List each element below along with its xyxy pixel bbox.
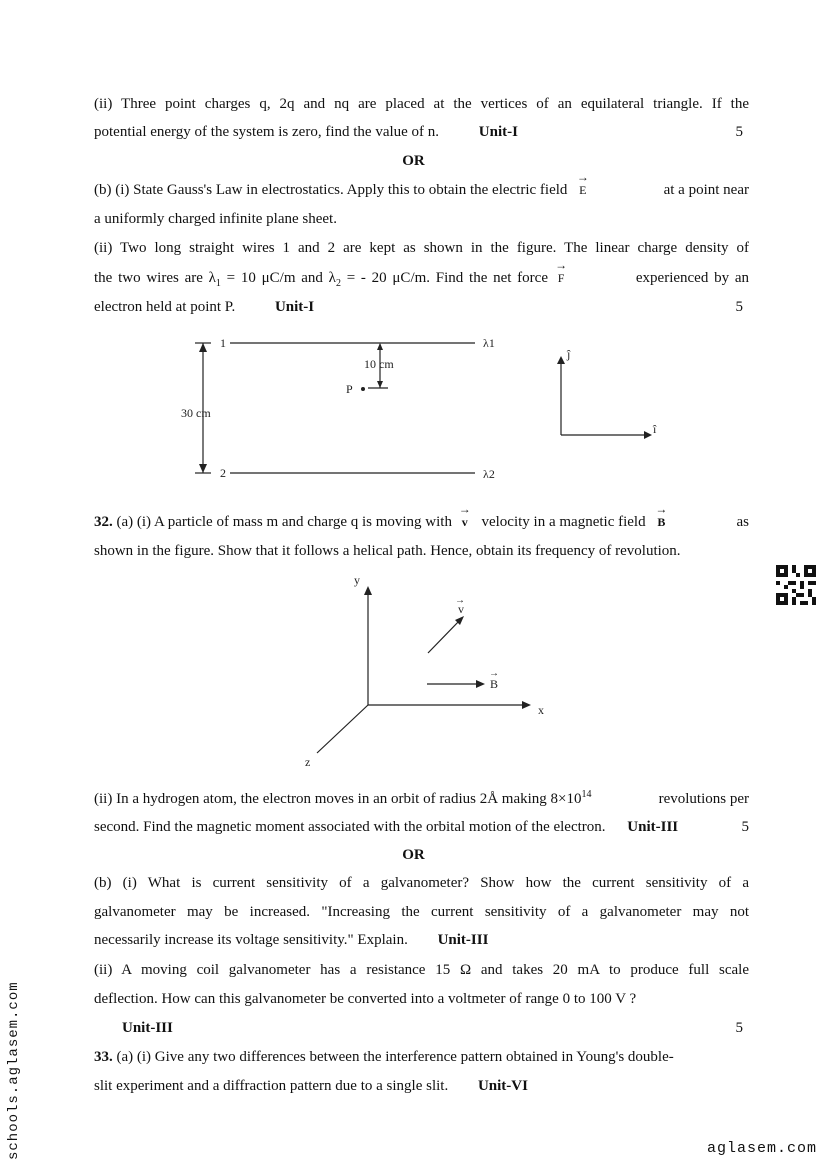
q32-a-text: (a) (i) A particle of mass m and charge q is moving with bbox=[116, 514, 452, 530]
q31-b-i-text-end: at a point near bbox=[663, 182, 749, 198]
qr-code-icon[interactable] bbox=[776, 565, 816, 605]
q31-b-ii-text-a: the two wires are λ bbox=[94, 270, 216, 286]
q32-ii-line2 bbox=[94, 817, 749, 837]
axis-z-label: z bbox=[305, 755, 311, 769]
q33-line2 bbox=[94, 1076, 749, 1096]
figure-two-wires bbox=[170, 330, 690, 490]
svg-text:→: → bbox=[455, 595, 465, 606]
q32-a-line1 bbox=[94, 512, 749, 532]
q31-b-ii-text-d: experienced by an bbox=[635, 270, 749, 286]
lambda2-label: λ2 bbox=[483, 467, 495, 481]
point-p-label: P bbox=[346, 382, 353, 396]
q32-b-text: necessarily increase its voltage sensitivity." Explain. bbox=[94, 932, 408, 948]
q32-bii-line1: (ii) A moving coil galvanometer has a resistance 15 Ω and takes 20 mA to produce full scale bbox=[94, 962, 749, 978]
q31-b-i-text: (b) (i) State Gauss's Law in electrostatics. Apply this to obtain the electric field bbox=[94, 182, 568, 198]
q31-b-i-line1 bbox=[94, 180, 749, 200]
q33-number: 33. bbox=[94, 1049, 113, 1065]
axis-y-label: y bbox=[354, 573, 360, 587]
lambda1-subscript: 1 bbox=[215, 278, 221, 289]
vector-v-symbol: → v bbox=[462, 512, 468, 532]
q32-ii-unit: Unit-III bbox=[627, 819, 679, 835]
q31-ii-unit: Unit-I bbox=[478, 124, 518, 140]
svg-text:→: → bbox=[489, 668, 499, 679]
q32-b-unit: Unit-III bbox=[437, 932, 489, 948]
wire-2-label: 2 bbox=[220, 466, 226, 480]
side-watermark: schools.aglasem.com bbox=[6, 981, 22, 1160]
q31-ii-text: potential energy of the system is zero, find the value of n. bbox=[94, 124, 440, 140]
q32-ii-marks: 5 bbox=[741, 819, 749, 835]
figure-helical-axes bbox=[295, 570, 565, 770]
q32-bii-unit: Unit-III bbox=[122, 1020, 173, 1036]
q31-b-ii-text: electron held at point P. bbox=[94, 299, 236, 315]
velocity-label: v bbox=[458, 602, 464, 616]
q33-text: (a) (i) Give any two differences between the interference pattern obtained in Young's double- bbox=[116, 1049, 674, 1065]
q32-or: OR bbox=[402, 847, 425, 863]
q31-b-ii-text-b: = 10 μC/m and λ bbox=[220, 270, 336, 286]
lambda1-label: λ1 bbox=[483, 336, 495, 350]
vector-b-symbol: → B bbox=[657, 512, 665, 532]
q31-b-ii-marks: 5 bbox=[735, 299, 743, 315]
q32-b-line2: galvanometer may be increased. "Increasing the current sensitivity of a galvanometer may not bbox=[94, 904, 749, 920]
q31-or: OR bbox=[402, 153, 425, 169]
q32-b-line3 bbox=[94, 930, 749, 950]
field-b-label: B bbox=[490, 677, 499, 691]
q32-a-text-end: as bbox=[736, 514, 749, 530]
q32-ii-text-end: revolutions per bbox=[658, 791, 749, 807]
q32-ii-text2: second. Find the magnetic moment associated with the orbital motion of the electron. bbox=[94, 819, 606, 835]
z-axis bbox=[317, 705, 368, 753]
q32-ii-line1 bbox=[94, 789, 749, 809]
axis-x-label: x bbox=[538, 703, 544, 717]
q32-bii-line3 bbox=[94, 1018, 749, 1038]
footer-watermark: aglasem.com bbox=[706, 1140, 817, 1157]
q32-bii-line2: deflection. How can this galvanometer be converted into a voltmeter of range 0 to 100 V ? bbox=[94, 991, 637, 1007]
distance-10cm-label: 10 cm bbox=[364, 357, 394, 371]
separation-label: 30 cm bbox=[181, 406, 211, 420]
q31-ii-marks: 5 bbox=[735, 124, 743, 140]
q33-unit: Unit-VI bbox=[477, 1078, 528, 1094]
wire-1-label: 1 bbox=[220, 336, 226, 350]
q32-a-text-mid: velocity in a magnetic field bbox=[481, 514, 646, 530]
vector-e-symbol: → E bbox=[579, 180, 586, 200]
q31-b-i-line2: a uniformly charged infinite plane sheet. bbox=[94, 211, 337, 227]
q33-line1 bbox=[94, 1047, 749, 1067]
q31-b-ii-line3 bbox=[94, 297, 749, 317]
q32-a-line2: shown in the figure. Show that it follows a helical path. Hence, obtain its frequency of revolution. bbox=[94, 543, 681, 559]
q32-b-line1: (b) (i) What is current sensitivity of a galvanometer? Show how the current sensitivity of a bbox=[94, 875, 749, 891]
exponent-14: 14 bbox=[581, 789, 592, 800]
velocity-arrow bbox=[428, 619, 461, 653]
q33-text2: slit experiment and a diffraction pattern due to a single slit. bbox=[94, 1078, 449, 1094]
q32-bii-marks: 5 bbox=[735, 1020, 743, 1036]
q31-ii-line2 bbox=[94, 122, 749, 142]
q32-ii-text: (ii) In a hydrogen atom, the electron moves in an orbit of radius 2Å making 8×10 bbox=[94, 791, 582, 807]
vector-f-symbol: → F bbox=[558, 268, 565, 288]
q31-b-ii-text-c: = - 20 μC/m. Find the net force bbox=[340, 270, 548, 286]
q31-b-ii-line1: (ii) Two long straight wires 1 and 2 are kept as shown in the figure. The linear charge density of bbox=[94, 240, 749, 256]
point-p-dot bbox=[361, 387, 365, 391]
q31-b-ii-unit: Unit-I bbox=[274, 299, 315, 315]
q31-ii-line1: (ii) Three point charges q, 2q and nq are placed at the vertices of an equilateral triangle. If the bbox=[94, 96, 749, 112]
axis-j-label: ĵ bbox=[567, 347, 571, 361]
q31-b-ii-line2 bbox=[94, 268, 749, 288]
axis-i-label: î bbox=[653, 422, 657, 436]
lambda2-subscript: 2 bbox=[335, 278, 341, 289]
q32-number: 32. bbox=[94, 514, 113, 530]
